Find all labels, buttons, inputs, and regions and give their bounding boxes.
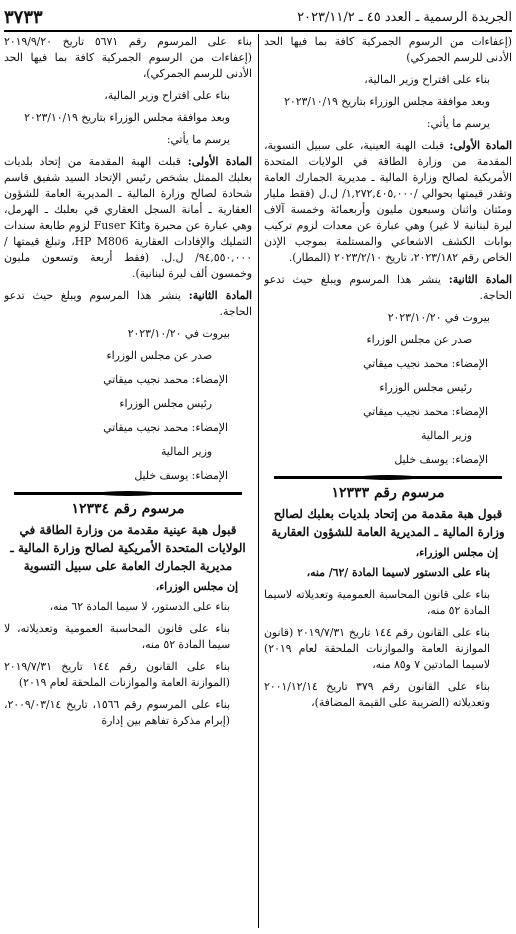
lc-separator xyxy=(14,492,242,495)
lc-p3: وبعد موافقة مجلس الوزراء بتاريخ ٢٠٢٣/١٠/١٩ xyxy=(24,111,230,124)
lc-article-2 xyxy=(4,288,252,320)
rc-place-date: بيروت في ٢٠٢٣/١٠/٢٠ xyxy=(387,311,490,324)
rc-basis-3: بناء على القانون رقم ٣٧٩ تاريخ ٢٠٠١/١٢/١٤ وتعديلاته (الضريبة على القيمة المضافة)، xyxy=(264,680,490,709)
rc-issued: صدر عن مجلس الوزراء xyxy=(366,333,472,346)
rc-fin-min: وزير المالية xyxy=(421,429,472,442)
lc-p2: بناء على اقتراح وزير المالية، xyxy=(104,89,230,102)
rc-p1: (إعفاءات من الرسوم الجمركية كافة بما فيها الحد الأدنى للرسم الجمركي) xyxy=(264,35,512,64)
lc-sign-1: الإمضاء: محمد نجيب ميقاتي xyxy=(103,373,228,386)
rc-cabinet: إن مجلس الوزراء، xyxy=(415,546,498,559)
rc-sign-3: الإمضاء: يوسف خليل xyxy=(394,453,488,466)
page-number: ٣٧٣٣ xyxy=(4,6,43,28)
rc-separator xyxy=(274,476,502,479)
lc-fin-min: وزير المالية xyxy=(161,445,212,458)
rc-p4: يرسم ما يأتي: xyxy=(426,117,490,130)
rc-article-1-text: قبلت الهبة العينية، على سبيل التسوية، المقدمة من وزارة الطاقة في الولايات المتحدة الأمريكية لصالح وزارة المالية ـ مديرية الجمارك العامة وتقدر قيمتها بحوالي /١,٢٧٢,٤٠٥,٠٠٠/ ل.ل (فقط مليار ومئتان واثنان وسبعون مليون وأربعمائة وخمسة آلاف ليرة لبنانية لا غير) وهي عبارة عن معدات لزوم تركيب بوابات الكشف الاشعاعي والمستلمة بموجب الإذن الخاص رقم ٢٠٢٣/١٨٢، تاريخ ٢٠٢٣/٢/١٠ (المطار). xyxy=(264,139,512,264)
rc-p3: وبعد موافقة مجلس الوزراء بتاريخ ٢٠٢٣/١٠/١٩ xyxy=(284,95,490,108)
lc-p4: يرسم ما يأتي: xyxy=(166,133,230,146)
rc-constitution: بناء على الدستور لاسيما المادة /٦٢/ منه، xyxy=(306,566,490,579)
lc-cabinet: إن مجلس الوزراء، xyxy=(155,580,238,593)
lc-pm: رئيس مجلس الوزراء xyxy=(119,397,212,410)
rc-basis-1: بناء على قانون المحاسبة العمومية وتعديلاته لاسيما المادة ٥٢ منه، xyxy=(264,588,490,617)
rc-article-2-title: المادة الثانية: xyxy=(448,273,512,286)
columns xyxy=(4,34,512,930)
rc-p2: بناء على اقتراح وزير المالية، xyxy=(364,73,490,86)
right-column xyxy=(264,34,512,930)
left-column xyxy=(4,34,252,930)
lc-basis-1: بناء على قانون المحاسبة العمومية وتعديلاته، لا سيما المادة ٥٢ منه، xyxy=(4,622,230,651)
rc-article-2-text: ينشر هذا المرسوم ويبلغ حيث تدعو الحاجة. xyxy=(264,273,512,302)
lc-decree-title: مرسوم رقم ١٢٣٣٤ xyxy=(71,501,185,517)
rc-decree-title: مرسوم رقم ١٢٣٣٣ xyxy=(331,485,445,501)
rc-article-1 xyxy=(264,138,512,266)
lc-issued: صدر عن مجلس الوزراء xyxy=(106,349,212,362)
lc-article-1-title: المادة الأولى: xyxy=(187,155,252,168)
rc-basis-2: بناء على القانون رقم ١٤٤ تاريخ ٢٠١٩/٧/٣١ (قانون الموازنة العامة والموازنات الملحقة لعام ٢٠١٩) لاسيما المادتين ٧ و٨٥ منه، xyxy=(264,626,490,671)
rc-sign-2: الإمضاء: محمد نجيب ميقاتي xyxy=(363,405,488,418)
lc-place-date: بيروت في ٢٠٢٣/١٠/٢٠ xyxy=(127,327,230,340)
lc-article-1 xyxy=(4,154,252,282)
rc-article-2 xyxy=(264,272,512,304)
lc-sign-2: الإمضاء: محمد نجيب ميقاتي xyxy=(103,421,228,434)
journal-title: الجريدة الرسمية ـ العدد ٤٥ ـ ٢٠٢٣/١١/٢ xyxy=(297,9,512,25)
page-header xyxy=(4,4,512,32)
lc-article-1-text: قبلت الهبة المقدمة من إتحاد بلديات بعلبك الممثل بشخص رئيس الإتحاد السيد شفيق قاسم شحادة لصالح وزارة المالية ـ المديرية العامة للشؤون العقارية ـ أمانة السجل العقاري في بعلبك ـ الهرمل، وهي عبارة عن محبرة وFuser Kit لزوم طابعة سندات التمليك والإفادات العقارية HP M806، وتبلغ قيمتها /٩٤,٥٥٠,٠٠٠/ ل.ل. (فقط أربعة وتسعون مليون وخمسون ألف ليرة لبنانية). xyxy=(4,155,252,280)
rc-sign-1: الإمضاء: محمد نجيب ميقاتي xyxy=(363,357,488,370)
lc-basis-0: بناء على الدستور، لا سيما المادة ٦٢ منه، xyxy=(49,600,230,613)
lc-p1: بناء على المرسوم رقم ٥٦٧١ تاريخ ٢٠١٩/٩/٢٠ (إعفاءات من الرسوم الجمركية كافة بما فيها الحد الأدنى للرسم الجمركي)، xyxy=(4,35,252,80)
rc-article-1-title: المادة الأولى: xyxy=(449,139,512,152)
lc-decree-subtitle: قبول هبة عينية مقدمة من وزارة الطاقة في الولايات المتحدة الأمريكية لصالح وزارة المالية ـ مديرية الجمارك العامة على سبيل التسوية xyxy=(10,523,246,573)
lc-basis-2: بناء على القانون رقم ١٤٤ تاريخ ٢٠١٩/٧/٣١ (الموازنة العامة والموازنات الملحقة لعام ٢٠١٩) xyxy=(4,660,230,689)
lc-article-2-text: ينشر هذا المرسوم ويبلغ حيث تدعو الحاجة. xyxy=(4,289,252,318)
rc-pm: رئيس مجلس الوزراء xyxy=(379,381,472,394)
lc-sign-3: الإمضاء: يوسف خليل xyxy=(134,469,228,482)
lc-basis-3: بناء على المرسوم رقم ١٥٦٦، تاريخ ٢٠٠٩/٠٣/١٤، (إبرام مذكرة تفاهم بين إدارة xyxy=(4,698,230,727)
rc-decree-subtitle: قبول هبة مقدمة من إتحاد بلديات بعلبك لصالح وزارة المالية ـ المديرية العامة للشؤون العقارية xyxy=(271,507,505,539)
lc-article-2-title: المادة الثانية: xyxy=(188,289,252,302)
